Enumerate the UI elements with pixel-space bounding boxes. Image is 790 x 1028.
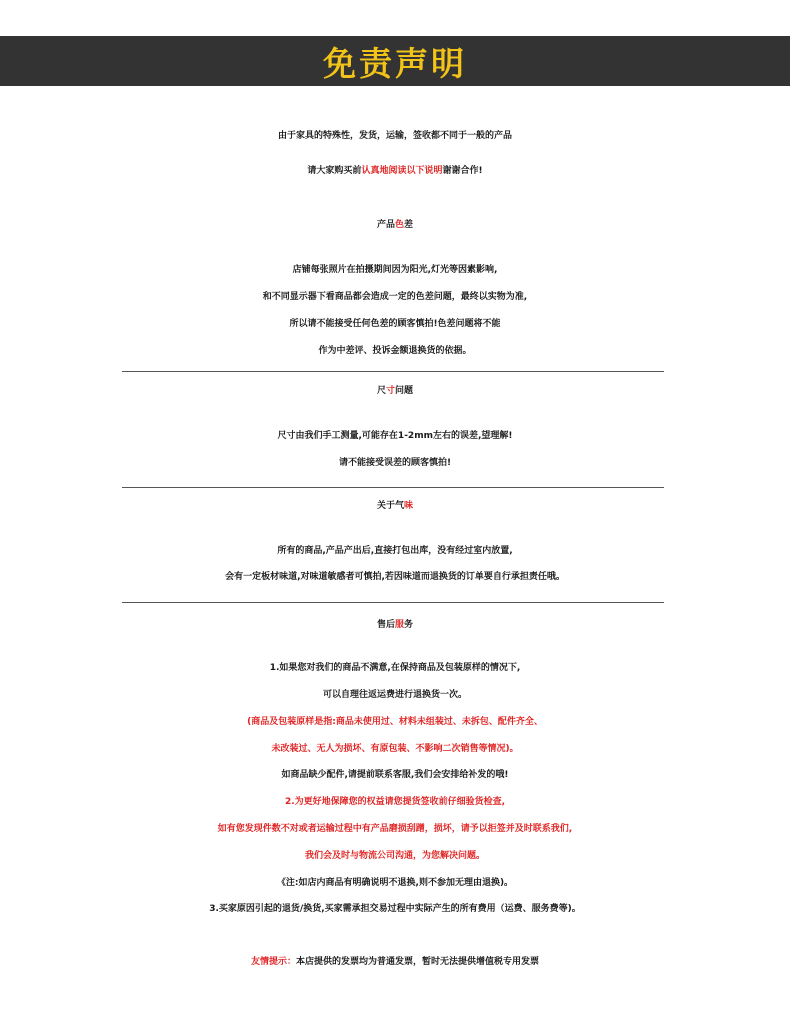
color-difference-text: 和不同显示器下看商品都会造成一定的色差问题，最终以实物为准, [262, 292, 528, 302]
intro-line-1: 由于家具的特殊性，发货，运输，签收都不同于一般的产品 [277, 131, 512, 141]
after-sales-text: 如商品缺少配件,请提前联系客服,我们会安排给补发的哦! [281, 770, 509, 780]
section-heading-size [0, 383, 790, 396]
heading-highlight: 色 [394, 220, 404, 230]
intro-highlight: 认真地阅读以下说明 [361, 166, 443, 176]
heading-part: 关于气 [376, 501, 404, 511]
intro-line-2 [0, 163, 790, 176]
heading-part: 产品 [376, 220, 395, 230]
intro-prefix: 请大家购买前 [307, 166, 362, 176]
after-sales-text: 《注:如店内商品有明确说明不退换,则不参加无理由退换)。 [276, 878, 514, 888]
heading-highlight: 味 [404, 501, 414, 511]
size-text: 请不能接受误差的顾客慎拍! [338, 458, 452, 468]
color-difference-text: 作为中差评、投诉金额退换货的依据。 [318, 346, 472, 356]
heading-highlight: 服 [394, 620, 404, 630]
heading-part: 售后 [376, 620, 395, 630]
size-text: 尺寸由我们手工测量,可能存在1-2mm左右的误差,望理解! [277, 431, 513, 441]
heading-highlight: 寸 [385, 386, 395, 396]
section-heading-color-difference [0, 217, 790, 230]
after-sales-text: 1.如果您对我们的商品不满意,在保持商品及包装原样的情况下, [269, 663, 521, 673]
heading-part: 务 [404, 620, 414, 630]
section-heading-smell [0, 498, 790, 511]
smell-text: 所有的商品,产品产出后,直接打包出库，没有经过室内放置, [277, 546, 513, 556]
section-heading-after-sales [0, 617, 790, 630]
friendly-tip-text: 本店提供的发票均为普通发票，暂时无法提供增值税专用发票 [296, 957, 540, 967]
friendly-tip [0, 954, 790, 967]
color-difference-text: 所以请不能接受任何色差的顾客慎拍!色差问题将不能 [289, 319, 501, 329]
color-difference-text: 店铺每张照片在拍摄期间因为阳光,灯光等因素影响, [292, 265, 498, 275]
heading-part: 尺 [376, 386, 386, 396]
smell-text: 会有一定板材味道,对味道敏感者可慎拍,若因味道而退换货的订单要自行承担责任哦。 [225, 572, 565, 582]
section-divider [122, 371, 664, 372]
after-sales-text: 可以自理往返运费进行退换货一次。 [322, 690, 467, 700]
heading-part: 差 [404, 220, 414, 230]
after-sales-text-red: 我们会及时与物流公司沟通，为您解决问题。 [304, 851, 485, 861]
disclaimer-title: 免责声明 [323, 43, 467, 83]
after-sales-text-red: 如有您发现件数不对或者运输过程中有产品磨损刮蹭，损坏，请予以拒签并及时联系我们, [217, 824, 573, 834]
section-divider [122, 487, 664, 488]
intro-suffix: 谢谢合作! [442, 166, 483, 176]
disclaimer-banner [0, 36, 790, 86]
after-sales-text: 3.买家原因引起的退货/换货,买家需承担交易过程中实际产生的所有费用（运费、服务费等)。 [209, 904, 581, 914]
heading-part: 问题 [395, 386, 414, 396]
friendly-tip-label: 友情提示： [250, 957, 296, 967]
after-sales-text-red: 未改装过、无人为损坏、有原包装、不影响二次销售等情况)。 [271, 744, 519, 754]
after-sales-text-red: 2.为更好地保障您的权益请您提货签收前仔细验货检查, [284, 797, 506, 807]
after-sales-text-red: (商品及包装原样是指:商品未使用过、材料未组装过、未拆包、配件齐全、 [247, 717, 543, 727]
section-divider [122, 602, 664, 603]
